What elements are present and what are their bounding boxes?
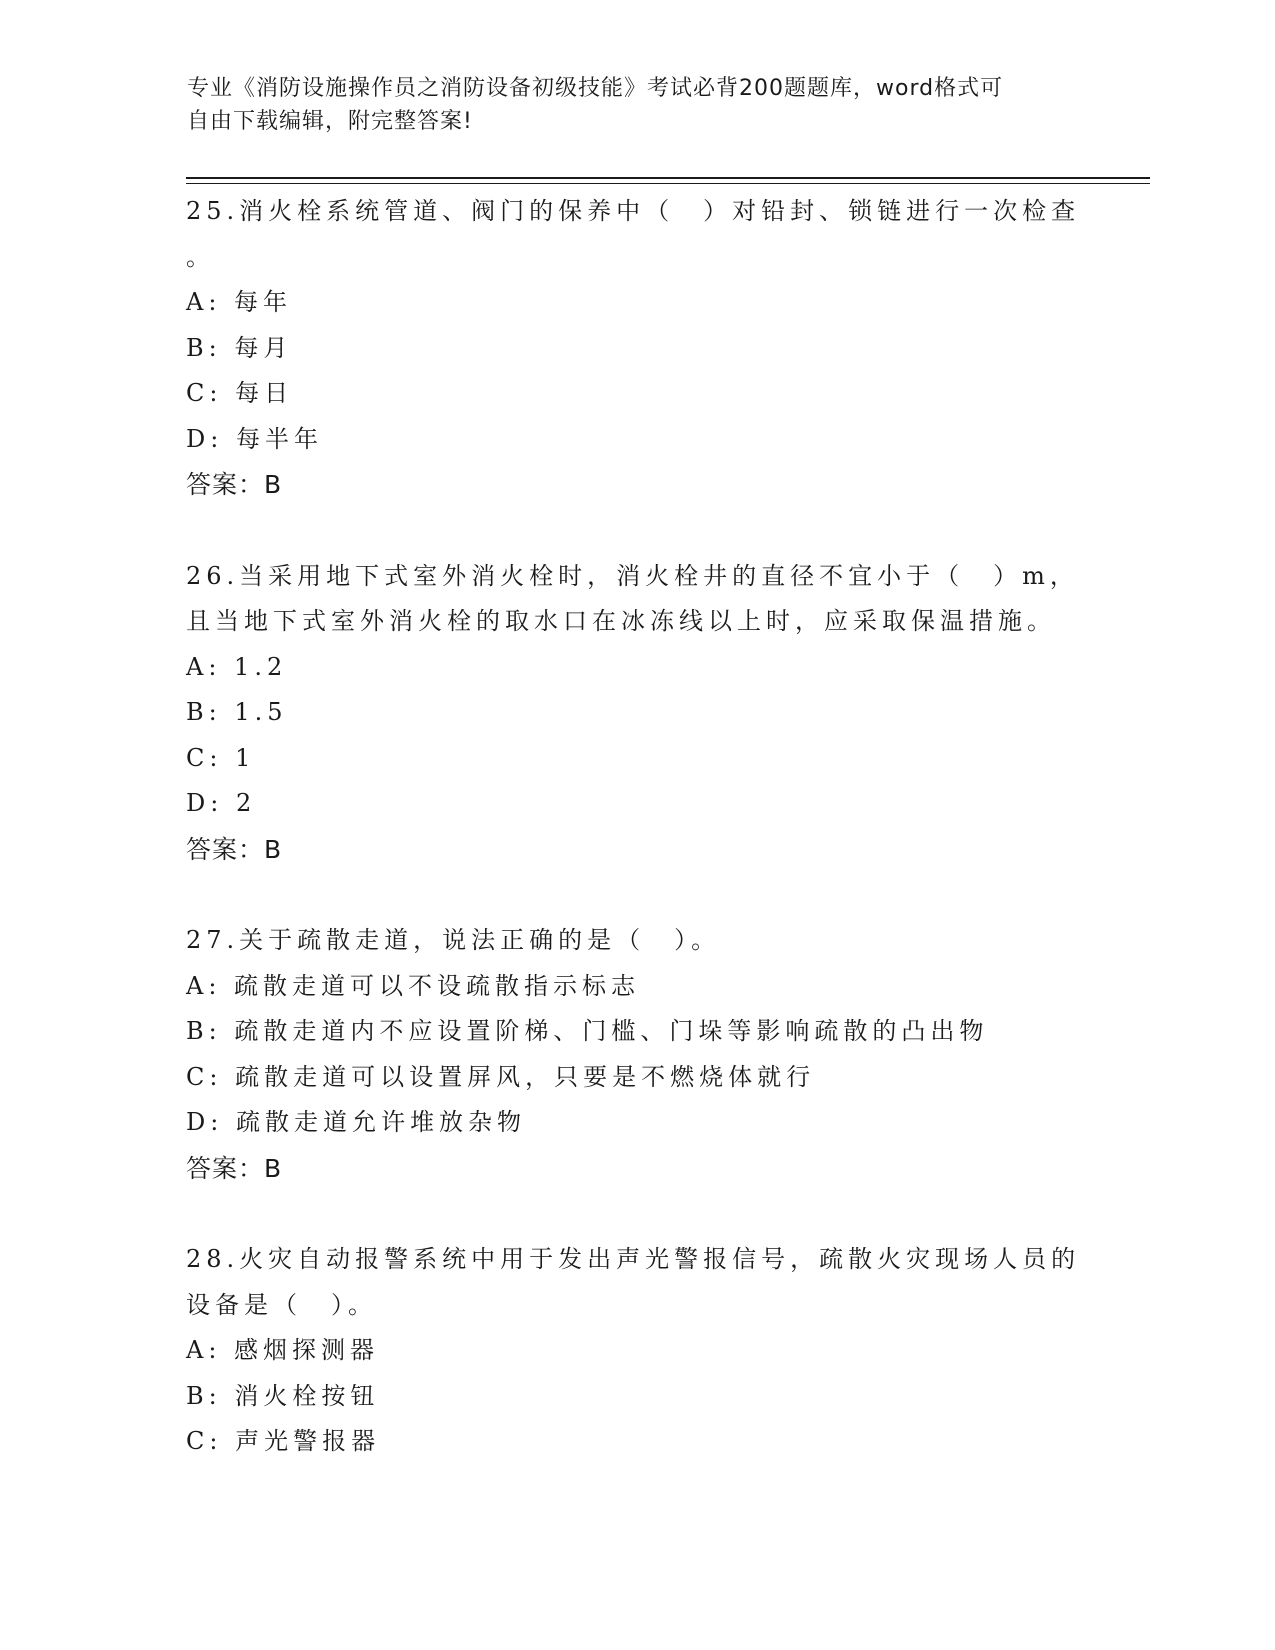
answer-label: 答案：B xyxy=(186,470,283,499)
option-c: C: 疏散走道可以设置屏风，只要是不燃烧体就行 xyxy=(186,1062,816,1091)
document-header xyxy=(187,72,1067,138)
option-d: D: 2 xyxy=(186,789,257,817)
option-c: C: 1 xyxy=(186,743,256,772)
option-b: B: 疏散走道内不应设置阶梯、门槛、门垛等影响疏散的凸出物 xyxy=(186,1017,989,1045)
question-text: 且当地下式室外消火栓的取水口在冰冻线以上时，应采取保温措施。 xyxy=(186,607,1056,635)
option-a: A: 1.2 xyxy=(186,652,288,681)
option-d: D: 疏散走道允许堆放杂物 xyxy=(186,1108,526,1136)
question-text: 27.关于疏散走道，说法正确的是（ ）。 xyxy=(186,926,721,954)
question-27 xyxy=(186,918,1086,1191)
header-line-1: 专业《消防设施操作员之消防设备初级技能》考试必背200题题库，word格式可 xyxy=(187,76,1004,101)
option-b: B: 1.5 xyxy=(186,698,288,726)
option-b: B: 每月 xyxy=(186,333,293,362)
option-d: D: 每半年 xyxy=(186,424,323,453)
question-text: 25.消火栓系统管道、阀门的保养中（ ）对铅封、锁链进行一次检查 xyxy=(186,197,1081,225)
header-divider-thin xyxy=(186,183,1150,184)
question-text: 28.火灾自动报警系统中用于发出声光警报信号，疏散火灾现场人员的 xyxy=(186,1245,1081,1273)
option-a: A: 每年 xyxy=(186,288,293,316)
answer-label: 答案：B xyxy=(186,834,283,864)
question-text: 设备是（ ）。 xyxy=(186,1290,377,1319)
question-text: 。 xyxy=(186,242,215,271)
option-a: A: 感烟探测器 xyxy=(186,1336,380,1364)
answer-label: 答案：B xyxy=(186,1153,283,1183)
option-c: C: 每日 xyxy=(186,379,294,407)
question-25 xyxy=(186,189,1086,508)
header-line-2: 自由下载编辑，附完整答案! xyxy=(187,109,473,134)
option-b: B: 消火栓按钮 xyxy=(186,1381,380,1410)
question-text: 26.当采用地下式室外消火栓时，消火栓井的直径不宜小于（ ）m， xyxy=(186,561,1079,590)
option-c: C: 声光警报器 xyxy=(186,1427,381,1455)
question-28 xyxy=(186,1237,1086,1465)
header-divider-thick xyxy=(186,177,1150,179)
question-26 xyxy=(186,554,1086,873)
option-a: A: 疏散走道可以不设疏散指示标志 xyxy=(186,971,641,1000)
question-list xyxy=(186,189,1086,1511)
